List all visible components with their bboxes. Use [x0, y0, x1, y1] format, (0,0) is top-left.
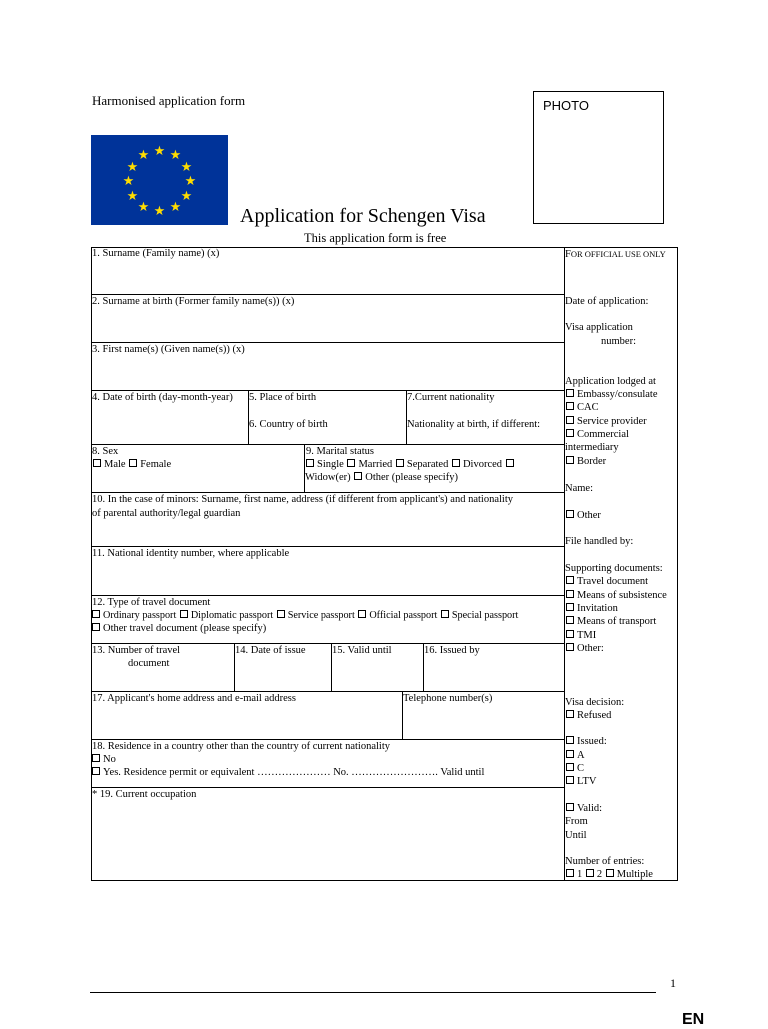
support-travel-doc-label: Travel document [577, 576, 649, 587]
residence-no-checkbox[interactable] [92, 754, 100, 762]
field-minors-line1: 10. In the case of minors: Surname, first name, address (if different from applicant's) and nationality [92, 494, 513, 505]
field-telephone: Telephone number(s) [403, 693, 493, 704]
official-intermediary: intermediary [565, 442, 619, 453]
marital-married-checkbox[interactable] [347, 459, 355, 467]
sex-female-label: Female [140, 459, 172, 470]
issued-label: Issued: [577, 736, 607, 747]
border-checkbox[interactable] [566, 456, 574, 464]
field-date-of-issue: 14. Date of issue [235, 645, 306, 656]
official-tmi-option [565, 629, 596, 642]
footer-rule [90, 992, 656, 993]
service-passport-label: Service passport [287, 610, 355, 621]
entries-2-checkbox[interactable] [586, 869, 594, 877]
refused-checkbox[interactable] [566, 710, 574, 718]
official-file-handled: File handled by: [565, 536, 634, 547]
issued-checkbox[interactable] [566, 736, 574, 744]
support-travel-doc-checkbox[interactable] [566, 576, 574, 584]
refused-label: Refused [577, 710, 612, 721]
entries-multiple-checkbox[interactable] [606, 869, 614, 877]
field-current-nationality: 7.Current nationality [407, 392, 495, 403]
field-valid-until: 15. Valid until [332, 645, 392, 656]
field-travel-doc-number-line2: document [128, 658, 170, 669]
sex-male-label: Male [104, 459, 126, 470]
marital-separated-checkbox[interactable] [396, 459, 404, 467]
visa-ltv-checkbox[interactable] [566, 776, 574, 784]
official-name: Name: [565, 483, 593, 494]
official-border-option [565, 455, 606, 468]
marital-single-checkbox[interactable] [306, 459, 314, 467]
field-first-names: 3. First name(s) (Given name(s)) (x) [92, 344, 245, 355]
field-place-of-birth: 5. Place of birth [249, 392, 317, 403]
surname-at-birth-input[interactable] [92, 309, 563, 341]
ordinary-passport-checkbox[interactable] [92, 610, 100, 618]
embassy-label: Embassy/consulate [577, 389, 658, 400]
residence-yes-option [91, 766, 484, 779]
official-passport-checkbox[interactable] [358, 610, 366, 618]
special-passport-checkbox[interactable] [441, 610, 449, 618]
official-transport-option [565, 615, 656, 628]
national-id-input[interactable] [92, 561, 563, 594]
visa-a-checkbox[interactable] [566, 750, 574, 758]
official-until: Until [565, 830, 587, 841]
support-other-label: Other: [577, 643, 604, 654]
page-subtitle: This application form is free [304, 231, 447, 245]
valid-checkbox[interactable] [566, 803, 574, 811]
field-date-of-birth: 4. Date of birth (day-month-year) [92, 392, 233, 403]
field-country-of-birth: 6. Country of birth [249, 419, 328, 430]
marital-divorced-checkbox[interactable] [452, 459, 460, 467]
official-other-label: Other [577, 510, 601, 521]
official-c-option [565, 762, 584, 775]
official-use-header [565, 248, 666, 261]
field-home-address: 17. Applicant's home address and e-mail address [92, 693, 296, 704]
page-title: Application for Schengen Visa [240, 205, 486, 227]
marital-options-row2 [305, 471, 458, 484]
cac-checkbox[interactable] [566, 402, 574, 410]
diplomatic-passport-checkbox[interactable] [180, 610, 188, 618]
travel-doc-options-row2 [91, 622, 266, 635]
marital-married-label: Married [358, 459, 393, 470]
official-passport-label: Official passport [369, 610, 438, 621]
sex-female-checkbox[interactable] [129, 459, 137, 467]
visa-ltv-label: LTV [577, 776, 597, 787]
embassy-checkbox[interactable] [566, 389, 574, 397]
field-surname: 1. Surname (Family name) (x) [92, 248, 220, 259]
language-code: EN [682, 1011, 705, 1028]
surname-input[interactable] [92, 261, 563, 293]
official-visa-decision: Visa decision: [565, 697, 625, 708]
subsistence-checkbox[interactable] [566, 590, 574, 598]
official-commercial-option [565, 428, 629, 441]
service-provider-checkbox[interactable] [566, 416, 574, 424]
marital-widow-label: Widow(er) [305, 472, 351, 483]
transport-checkbox[interactable] [566, 616, 574, 624]
residence-no-label: No [103, 754, 116, 765]
marital-separated-label: Separated [406, 459, 449, 470]
official-lodged-at: Application lodged at [565, 376, 656, 387]
official-cac-option [565, 401, 599, 414]
support-other-checkbox[interactable] [566, 643, 574, 651]
service-provider-label: Service provider [577, 416, 647, 427]
ordinary-passport-label: Ordinary passport [103, 610, 177, 621]
entries-multiple-label: Multiple [616, 869, 653, 880]
field-sex: 8. Sex [92, 446, 119, 457]
official-entries-options [565, 868, 653, 880]
sex-options [92, 458, 171, 471]
photo-box[interactable] [533, 91, 664, 224]
transport-label: Means of transport [577, 616, 657, 627]
official-visa-app-line2: number: [601, 336, 636, 347]
visa-c-checkbox[interactable] [566, 763, 574, 771]
first-names-input[interactable] [92, 357, 563, 389]
official-travel-doc-option [565, 575, 648, 588]
field-nationality-at-birth: Nationality at birth, if different: [407, 419, 541, 430]
official-issued-option [565, 735, 607, 748]
marital-single-label: Single [317, 459, 344, 470]
field-issued-by: 16. Issued by [424, 645, 480, 656]
date-of-birth-input[interactable] [92, 405, 247, 443]
entries-1-checkbox[interactable] [566, 869, 574, 877]
service-passport-checkbox[interactable] [277, 610, 285, 618]
field-national-id: 11. National identity number, where applicable [92, 548, 290, 559]
residence-yes-label: Yes. Residence permit or equivalent ………………… No. ……………………. Valid until [103, 767, 485, 778]
invitation-checkbox[interactable] [566, 603, 574, 611]
tmi-checkbox[interactable] [566, 630, 574, 638]
residence-no-option [91, 753, 116, 766]
official-header-initial: F [565, 249, 571, 260]
valid-label: Valid: [577, 803, 603, 814]
official-embassy-option [565, 388, 657, 401]
diplomatic-passport-label: Diplomatic passport [190, 610, 274, 621]
field-travel-doc-number: 13. Number of travel [92, 645, 181, 656]
marital-divorced-label: Divorced [462, 459, 503, 470]
field-surname-at-birth: 2. Surname at birth (Former family name(s)) (x) [92, 296, 295, 307]
field-residence: 18. Residence in a country other than the country of current nationality [92, 741, 390, 752]
official-valid-option [565, 802, 602, 815]
official-from: From [565, 816, 588, 827]
marital-other-label: Other (please specify) [365, 472, 458, 483]
form-type-label: Harmonised application form [92, 93, 246, 108]
marital-extra-checkbox[interactable] [506, 459, 514, 467]
visa-c-label: C [577, 763, 585, 774]
marital-options-row1 [305, 458, 517, 471]
cac-label: CAC [577, 402, 599, 413]
photo-label: PHOTO [543, 98, 589, 113]
eu-flag-icon: ★ ★ ★ ★ ★ ★ ★ ★ ★ ★ ★ ★ [91, 135, 228, 225]
field-minors-line2: of parental authority/legal guardian [92, 508, 241, 519]
official-other-option [565, 509, 601, 522]
official-date-of-application: Date of application: [565, 296, 649, 307]
current-occupation-input[interactable] [92, 802, 563, 879]
official-a-option [565, 749, 585, 762]
official-service-provider-option [565, 415, 647, 428]
travel-doc-options-row1 [91, 609, 518, 622]
marital-other-checkbox[interactable] [354, 472, 362, 480]
visa-a-label: A [577, 750, 585, 761]
official-ltv-option [565, 775, 596, 788]
special-passport-label: Special passport [451, 610, 519, 621]
subsistence-label: Means of subsistence [577, 590, 667, 601]
other-travel-doc-label: Other travel document (please specify) [103, 623, 267, 634]
official-other2-option [565, 642, 604, 655]
official-number-of-entries: Number of entries: [565, 856, 645, 867]
field-current-occupation: * 19. Current occupation [92, 789, 197, 800]
official-other-checkbox[interactable] [566, 510, 574, 518]
entries-1-label: 1 [577, 869, 583, 880]
border-label: Border [577, 456, 607, 467]
official-refused-option [565, 709, 611, 722]
sex-male-checkbox[interactable] [93, 459, 101, 467]
invitation-label: Invitation [577, 603, 618, 614]
field-marital-status: 9. Marital status [306, 446, 374, 457]
commercial-label: Commercial [577, 429, 629, 440]
field-travel-document-type: 12. Type of travel document [92, 597, 211, 608]
other-travel-doc-checkbox[interactable] [92, 623, 100, 631]
entries-2-label: 2 [596, 869, 603, 880]
tmi-label: TMI [577, 630, 597, 641]
page-number: 1 [670, 976, 676, 990]
commercial-checkbox[interactable] [566, 429, 574, 437]
official-header-rest: OR OFFICIAL USE ONLY [570, 249, 666, 259]
official-visa-app-line1: Visa application [565, 322, 633, 333]
official-subsistence-option [565, 589, 667, 602]
official-supporting-docs: Supporting documents: [565, 563, 663, 574]
residence-yes-checkbox[interactable] [92, 767, 100, 775]
official-invitation-option [565, 602, 618, 615]
